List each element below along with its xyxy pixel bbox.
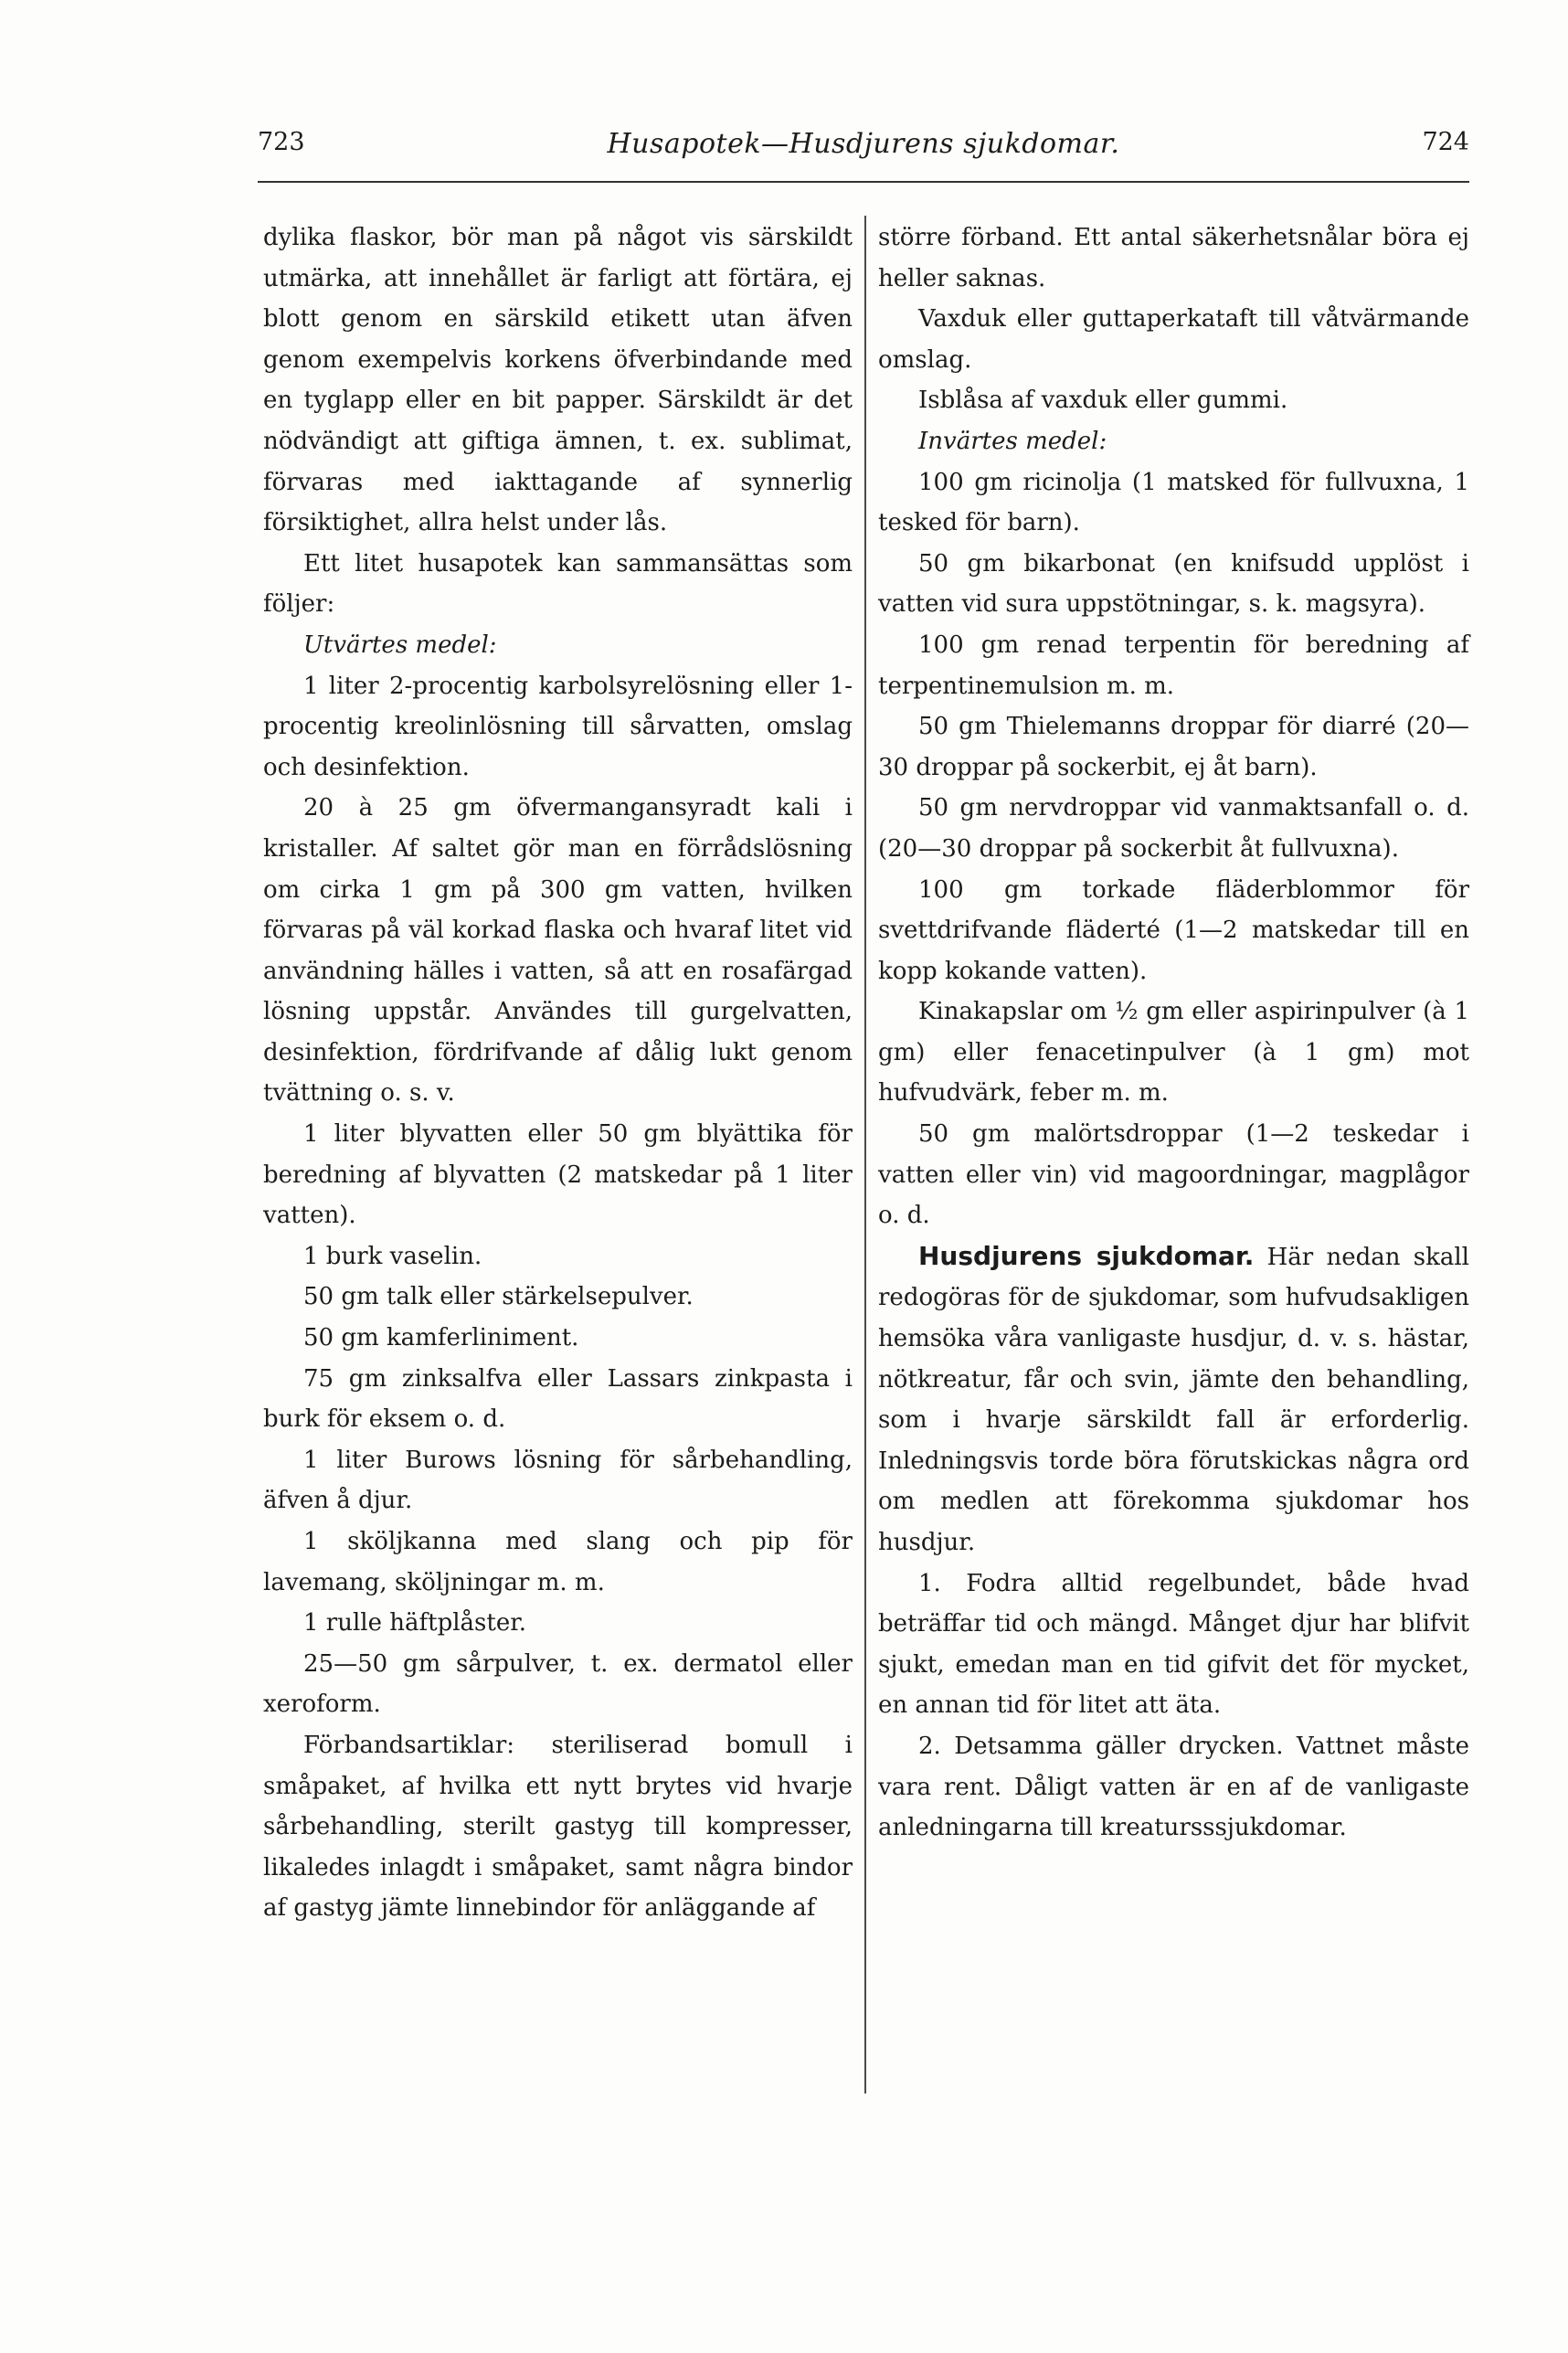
paragraph: 1 liter 2-procentig karbolsyrelösning eller 1-procentig kreolinlösning till sårvatten, omslag och desinfektion. <box>263 672 853 781</box>
section-paragraph <box>878 1236 1469 1563</box>
column-divider <box>864 216 866 2093</box>
page-number-right: 724 <box>1422 128 1469 156</box>
paragraph: 1 burk vaselin. <box>303 1242 482 1270</box>
paragraph: 25—50 gm sårpulver, t. ex. dermatol eller xeroform. <box>263 1649 853 1719</box>
paragraph: Vaxduk eller guttaperkataft till våtvärmande omslag. <box>878 305 1469 374</box>
paragraph: 50 gm kamferliniment. <box>303 1324 579 1352</box>
running-title: Husapotek—Husdjurens sjukdomar. <box>607 128 1120 160</box>
paragraph: 50 gm malörtsdroppar (1—2 teskedar i vatten eller vin) vid magoordningar, magplågor o. d. <box>878 1120 1469 1230</box>
paragraph: 1. Fodra alltid regelbundet, både hvad beträffar tid och mängd. Månget djur har blifvit sjukt, emedan man en tid gifvit det för mycket, en annan tid för litet att äta. <box>878 1569 1469 1720</box>
paragraph: Kinakapslar om ½ gm eller aspirinpulver (à 1 gm) eller fenacetinpulver (à 1 gm) mot hufvudvärk, feber m. m. <box>878 998 1469 1108</box>
paragraph: 1 liter Burows lösning för sårbehandling, äfven å djur. <box>263 1446 853 1515</box>
left-column <box>263 217 853 1929</box>
paragraph: 100 gm ricinolja (1 matsked för fullvuxna, 1 tesked för barn). <box>878 468 1469 537</box>
paragraph: 2. Detsamma gäller drycken. Vattnet måste vara rent. Dåligt vatten är en af de vanligaste anledningarna till kreatursssjukdomar. <box>878 1732 1469 1842</box>
page-number-left: 723 <box>258 128 305 156</box>
paragraph: 1 rulle häftplåster. <box>303 1609 527 1638</box>
paragraph: Isblåsa af vaxduk eller gummi. <box>918 387 1288 415</box>
paragraph: 1 liter blyvatten eller 50 gm blyättika för beredning af blyvatten (2 matskedar på 1 liter vatten). <box>263 1120 853 1230</box>
right-column <box>878 217 1469 1849</box>
paragraph: 50 gm nervdroppar vid vanmaktsanfall o. d. (20—30 droppar på sockerbit åt fullvuxna). <box>878 794 1469 863</box>
paragraph: större förband. Ett antal säkerhetsnålar böra ej heller saknas. <box>878 224 1469 292</box>
section-title: Husdjurens sjukdomar. <box>918 1240 1255 1271</box>
paragraph: 75 gm zinksalfva eller Lassars zinkpasta i burk för eksem o. d. <box>263 1364 853 1434</box>
header-rule <box>258 181 1469 183</box>
paragraph: 100 gm renad terpentin för beredning af terpentinemulsion m. m. <box>878 631 1469 700</box>
paragraph: 1 sköljkanna med slang och pip för lavemang, sköljningar m. m. <box>263 1528 853 1596</box>
paragraph: Förbandsartiklar: steriliserad bomull i småpaket, af hvilka ett nytt brytes vid hvarje sårbehandling, sterilt gastyg till kompresser, likaledes inlagdt i småpaket, samt några bindor af gastyg jämte linnebindor för anläggande af <box>263 1731 853 1923</box>
section-text: Här nedan skall redogöras för de sjukdomar, som hufvudsakligen hemsöka våra vanligaste husdjur, d. v. s. hästar, nötkreatur, får och svin, jämte den behandling, som i hvarje särskildt fall är erforderlig. Inledningsvis torde böra förutskickas några ord om medlen att förekomma sjukdomar hos husdjur. <box>878 1243 1469 1556</box>
subheading: Utvärtes medel: <box>303 631 497 659</box>
paragraph: dylika flaskor, bör man på något vis särskildt utmärka, att innehållet är farligt att förtära, ej blott genom en särskild etikett utan äfven genom exempelvis korkens öfverbindande med en tyglapp eller en bit papper. Särskildt är det nödvändigt att giftiga ämnen, t. ex. sublimat, förvaras med iakttagande af synnerlig försiktighet, allra helst under lås. <box>263 224 853 537</box>
running-header <box>258 128 1469 174</box>
paragraph: 20 à 25 gm öfvermangansyradt kali i kristaller. Af saltet gör man en förrådslösning om cirka 1 gm på 300 gm vatten, hvilken förvaras på väl korkad flaska och hvaraf litet vid användning hälles i vatten, så att en rosafärgad lösning uppstår. Användes till gurgelvatten, desinfektion, fördrifvande af dålig lukt genom tvättning o. s. v. <box>263 794 853 1108</box>
paragraph: 50 gm talk eller stärkelsepulver. <box>303 1283 694 1311</box>
subheading: Invärtes medel: <box>918 427 1107 455</box>
paragraph: 100 gm torkade fläderblommor för svettdrifvande fläderté (1—2 matskedar till en kopp kokande vatten). <box>878 875 1469 985</box>
paragraph: 50 gm Thielemanns droppar för diarré (20—30 droppar på sockerbit, ej åt barn). <box>878 713 1469 781</box>
paragraph: Ett litet husapotek kan sammansättas som följer: <box>263 549 853 619</box>
paragraph: 50 gm bikarbonat (en knifsudd upplöst i vatten vid sura uppstötningar, s. k. magsyra). <box>878 549 1469 619</box>
